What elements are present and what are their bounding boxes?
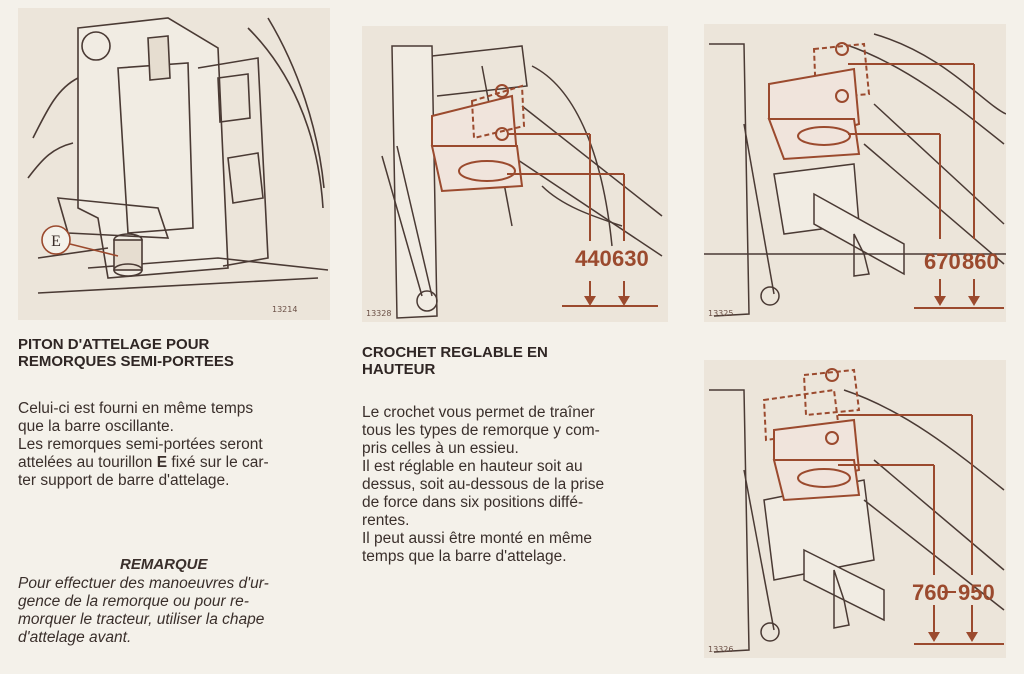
- figure-number: 13326: [708, 645, 734, 654]
- dimension-label: 950: [958, 580, 995, 605]
- hitch-pin-description: Celui-ci est fourni en même temps que la barre oscillante. Les remorques semi-portées seront attelées au tourillon E fixé sur le car- ter support de barre d'attelage.: [18, 400, 269, 489]
- remark-title: REMARQUE: [120, 556, 208, 573]
- dimension-label: 630: [612, 246, 649, 271]
- hitch-pin-illustration: [18, 8, 330, 320]
- callout-e-reference: E: [156, 454, 168, 471]
- adjustable-hook-description: Le crochet vous permet de traîner tous les types de remorque y com- pris celles à un essieu. Il est réglable en hauteur soit au dessus, soit au-dessous de la prise de force dans six positions diffé- rentes. Il peut aussi être monté en même temps que la barre d'attelage.: [362, 404, 605, 565]
- dimension-label: 670: [924, 249, 961, 274]
- dimension-label: 440: [575, 246, 612, 271]
- figure-number: 13214: [272, 305, 298, 314]
- dimension-label: 760: [912, 580, 949, 605]
- figure-hook-760-950: [704, 360, 1006, 658]
- hook-440-630-illustration: [362, 26, 668, 322]
- figure-hook-440-630: [362, 26, 668, 322]
- section-heading-hitch-pin: PITON D'ATTELAGE POUR REMORQUES SEMI-PORTEES: [18, 336, 234, 370]
- dimension-label: 860: [962, 249, 999, 274]
- hook-670-860-illustration: [704, 24, 1006, 322]
- figure-hitch-pin: [18, 8, 330, 320]
- figure-number: 13325: [708, 309, 734, 318]
- callout-e-label: E: [51, 233, 61, 250]
- figure-number: 13328: [366, 309, 392, 318]
- remark-text: Pour effectuer des manoeuvres d'ur- gence de la remorque ou pour re- morquer le tracteur, utiliser la chape d'attelage avant.: [18, 575, 269, 646]
- hook-760-950-illustration: [704, 360, 1006, 658]
- figure-hook-670-860: [704, 24, 1006, 322]
- section-heading-adjustable-hook: CROCHET REGLABLE EN HAUTEUR: [362, 344, 548, 378]
